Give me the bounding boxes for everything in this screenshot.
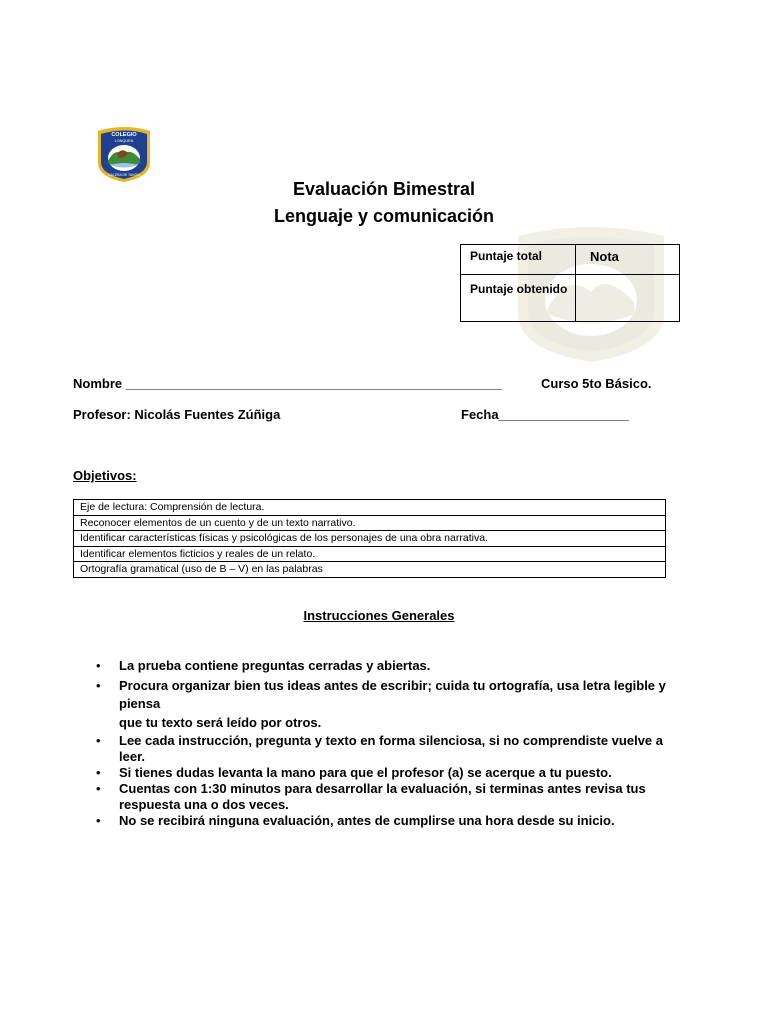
- logo-top-text: COLEGIO: [111, 132, 137, 138]
- objective-cell: Identificar características físicas y psicológicas de los personajes de una obra narrativa.: [74, 531, 666, 547]
- table-row: [74, 546, 666, 562]
- list-item: [92, 657, 692, 674]
- instruction-text: Cuentas con 1:30 minutos para desarrollar la evaluación, si terminas antes revisa tus respuesta una o dos veces.: [119, 781, 646, 812]
- table-row: [74, 531, 666, 547]
- grade-label-cell: Nota: [576, 245, 680, 275]
- instruction-text: Lee cada instrucción, pregunta y texto en forma silenciosa, si no comprendiste vuelve a leer.: [119, 733, 664, 764]
- objective-cell: Reconocer elementos de un cuento y de un texto narrativo.: [74, 515, 666, 531]
- grade-value-cell[interactable]: [576, 275, 680, 322]
- table-row: [74, 515, 666, 531]
- objective-cell: Ortografía gramatical (uso de B – V) en las palabras: [74, 562, 666, 578]
- table-row: [461, 275, 680, 322]
- document-subtitle: Lenguaje y comunicación: [273, 206, 495, 226]
- course-label: Curso 5to Básico.: [541, 376, 652, 391]
- objectives-heading: Objetivos:: [73, 468, 137, 483]
- bullet-icon: •: [96, 781, 101, 796]
- table-row: [461, 245, 680, 275]
- list-item: [92, 733, 692, 765]
- score-table: [460, 244, 680, 322]
- bullet-icon: •: [96, 813, 101, 828]
- instructions-list: [92, 657, 692, 829]
- bullet-icon: •: [96, 765, 101, 780]
- instruction-text: La prueba contiene preguntas cerradas y abiertas.: [119, 658, 431, 673]
- instruction-text: Procura organizar bien tus ideas antes de escribir; cuida tu ortografía, usa letra legible y piensa: [119, 678, 666, 711]
- instructions-heading: Instrucciones Generales: [303, 608, 455, 623]
- list-item: [92, 677, 692, 733]
- instruction-text-continuation: que tu texto será leído por otros.: [119, 715, 322, 730]
- date-field[interactable]: Fecha__________________: [461, 407, 629, 422]
- document-title: Evaluación Bimestral: [292, 179, 476, 199]
- bullet-icon: •: [96, 658, 101, 673]
- logo-ring-text: CALERA DE TANGO: [108, 173, 140, 177]
- instruction-text: No se recibirá ninguna evaluación, antes de cumplirse una hora desde su inicio.: [119, 813, 615, 828]
- table-row: [74, 500, 666, 516]
- student-name-field[interactable]: Nombre ____________________________________________________: [73, 376, 502, 391]
- objective-cell: Eje de lectura: Comprensión de lectura.: [74, 500, 666, 516]
- obtained-score-label-cell: Puntaje obtenido: [461, 275, 576, 322]
- list-item: [92, 813, 692, 829]
- list-item: [92, 765, 692, 781]
- list-item: [92, 781, 692, 813]
- bullet-icon: •: [96, 678, 101, 693]
- objectives-table: [73, 499, 666, 578]
- score-label-cell: Puntaje total: [461, 245, 576, 275]
- table-row: [74, 562, 666, 578]
- bullet-icon: •: [96, 733, 101, 748]
- school-crest-logo: [95, 125, 153, 183]
- instruction-text: Si tienes dudas levanta la mano para que el profesor (a) se acerque a tu puesto.: [119, 765, 612, 780]
- teacher-label: Profesor: Nicolás Fuentes Zúñiga: [73, 407, 281, 422]
- logo-sub-text: LONQUEN: [114, 139, 134, 143]
- objective-cell: Identificar elementos ficticios y reales de un relato.: [74, 546, 666, 562]
